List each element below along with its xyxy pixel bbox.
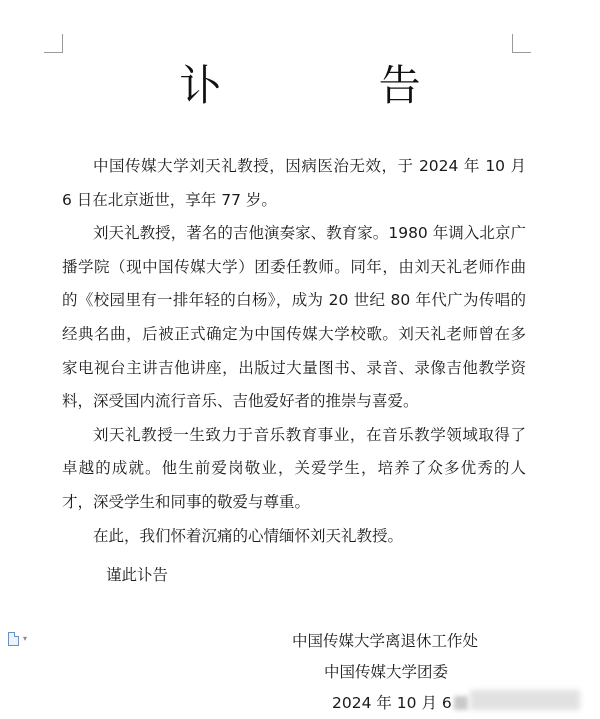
obscured-character	[454, 696, 468, 710]
paragraph-achievements: 刘天礼教授一生致力于音乐教育事业，在音乐教学领域取得了卓越的成就。他生前爱岗敬业，关爱学生，培养了众多优秀的人才，深受学生和同事的敬爱与尊重。	[62, 425, 526, 511]
document-title: 讣 告	[179, 61, 493, 110]
signature-org-youth-league: 中国传媒大学团委	[324, 663, 449, 681]
signature-date: 2024 年 10 月 6	[332, 694, 452, 712]
crop-mark-top-left	[44, 34, 63, 53]
blurred-watermark	[470, 690, 580, 710]
paragraph-biography: 刘天礼教授，著名的吉他演奏家、教育家。1980 年调入北京广播学院（现中国传媒大学）团委任教师。同年，由刘天礼老师作曲的《校园里有一排年轻的白杨》，成为 20 世纪 80 年代广为传唱的经典名曲，后被正式确定为中国传媒大学校歌。刘天礼老师曾在多家电视台主讲吉他讲座，出版过大量图书、录音、录像吉他教学资料，深受国内流行音乐、吉他爱好者的推崇与喜爱。	[62, 224, 526, 411]
document-icon[interactable]	[8, 632, 19, 646]
paragraph-announcement: 中国传媒大学刘天礼教授，因病医治无效，于 2024 年 10 月 6 日在北京逝世，享年 77 岁。	[62, 157, 526, 209]
paragraph-mourning: 在此，我们怀着沉痛的心情缅怀刘天礼教授。	[93, 526, 404, 545]
crop-mark-top-right	[512, 34, 531, 53]
document-body	[62, 150, 526, 553]
chevron-down-icon[interactable]: ▾	[23, 634, 28, 643]
signature-org-retirement-office: 中国传媒大学离退休工作处	[292, 632, 479, 650]
closing-phrase: 谨此讣告	[106, 566, 169, 584]
